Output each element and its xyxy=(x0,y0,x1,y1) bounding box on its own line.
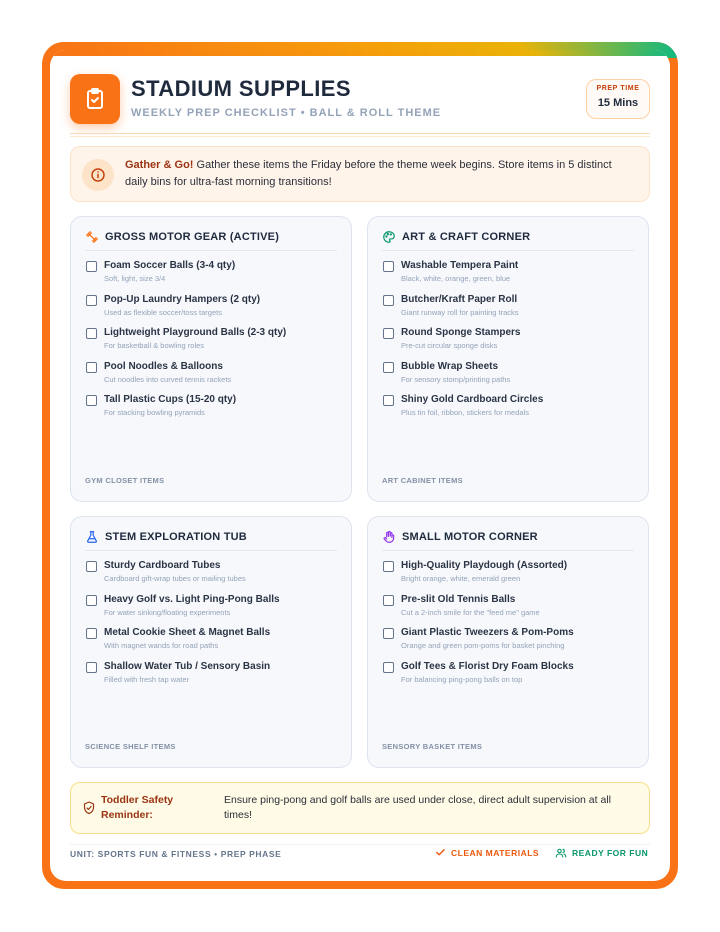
check-icon xyxy=(435,847,446,858)
checklist-item xyxy=(382,293,636,327)
item-name: Giant Plastic Tweezers & Pom-Poms xyxy=(401,627,574,639)
sheet-accent-line xyxy=(50,50,670,56)
page-subtitle: WEEKLY PREP CHECKLIST • BALL & ROLL THEME xyxy=(131,107,442,119)
checkbox[interactable] xyxy=(86,662,97,673)
item-name: High-Quality Playdough (Assorted) xyxy=(401,560,568,571)
hand-icon xyxy=(382,530,396,544)
card-title: SMALL MOTOR CORNER xyxy=(402,531,538,543)
item-desc: Giant runway roll for painting tracks xyxy=(401,307,519,317)
clipboard-logo xyxy=(70,74,120,124)
item-desc: For stacking bowling pyramids xyxy=(104,408,205,418)
checklist-item xyxy=(382,660,636,694)
checkbox[interactable] xyxy=(86,261,97,272)
notice-body: Gather these items the Friday before the theme week begins. Store items in 5 distinct daily bins for ultra-fast morning transitions! xyxy=(125,159,612,188)
checkbox[interactable] xyxy=(86,362,97,373)
checkbox[interactable] xyxy=(86,395,97,406)
item-desc: Used as flexible soccer/toss targets xyxy=(104,307,222,317)
card-header xyxy=(382,229,634,251)
checklist-item xyxy=(85,360,339,394)
page-frame xyxy=(42,42,678,889)
flask-icon xyxy=(85,530,99,544)
checkbox[interactable] xyxy=(86,595,97,606)
checkbox[interactable] xyxy=(86,295,97,306)
item-desc: Plus tin foil, ribbon, stickers for medals xyxy=(401,408,529,418)
card-header xyxy=(85,229,337,251)
safety-text: Ensure ping-pong and golf balls are used under close, direct adult supervision at all times! xyxy=(224,794,611,821)
checklist-items xyxy=(85,559,339,693)
checklist-item xyxy=(382,393,636,427)
unit-label: UNIT: SPORTS FUN & FITNESS • PREP PHASE xyxy=(70,849,282,859)
palette-icon xyxy=(382,230,396,244)
item-desc: Soft, light, size 3/4 xyxy=(104,274,166,283)
card-footer: ART CABINET ITEMS xyxy=(382,476,463,485)
card-footer: GYM CLOSET ITEMS xyxy=(85,476,165,485)
checklist-item xyxy=(85,326,339,360)
checkbox[interactable] xyxy=(383,362,394,373)
card-title: STEM EXPLORATION TUB xyxy=(105,531,247,543)
card-header xyxy=(85,529,337,551)
safety-reminder xyxy=(70,782,650,834)
item-desc: For water sinking/floating experiments xyxy=(104,607,231,617)
item-desc: For sensory stomp/printing paths xyxy=(401,374,511,384)
item-desc: Orange and green pom-poms for basket pinching xyxy=(401,641,565,651)
header-divider-secondary xyxy=(70,136,650,137)
info-icon-wrap xyxy=(82,159,114,191)
info-icon xyxy=(90,167,106,183)
checkbox[interactable] xyxy=(383,595,394,606)
badge-label: CLEAN MATERIALS xyxy=(451,847,540,858)
card-title: ART & CRAFT CORNER xyxy=(402,231,531,243)
checklist-item xyxy=(85,393,339,427)
checkbox[interactable] xyxy=(383,561,394,572)
item-desc: For basketball & bowling roles xyxy=(104,341,205,351)
item-desc: For balancing ping-pong balls on top xyxy=(401,674,523,684)
checklist-items xyxy=(382,259,636,427)
card-footer: SCIENCE SHELF ITEMS xyxy=(85,742,176,751)
checklist-items xyxy=(85,259,339,427)
badge-label: READY FOR FUN xyxy=(572,848,649,858)
notice-text xyxy=(125,157,629,191)
item-name: Metal Cookie Sheet & Magnet Balls xyxy=(104,627,271,639)
item-desc: Cut a 2-inch smile for the "feed me" game xyxy=(401,607,540,617)
card-stem xyxy=(70,516,352,768)
checkbox[interactable] xyxy=(86,561,97,572)
prep-time-badge xyxy=(586,79,650,119)
prep-time-label: PREP TIME xyxy=(596,85,640,92)
item-name: Pop-Up Laundry Hampers (2 qty) xyxy=(104,293,261,305)
item-name: Lightweight Playground Balls (2-3 qty) xyxy=(104,327,287,339)
notice-lead: Gather & Go! xyxy=(125,159,194,171)
card-gross-motor xyxy=(70,216,352,502)
checklist-item xyxy=(382,326,636,360)
item-name: Pool Noodles & Balloons xyxy=(104,360,223,372)
card-title: GROSS MOTOR GEAR (ACTIVE) xyxy=(105,231,280,243)
checklist-item xyxy=(85,559,339,593)
item-desc: With magnet wands for road paths xyxy=(104,641,219,651)
footer-divider xyxy=(70,844,650,845)
item-name: Round Sponge Stampers xyxy=(401,327,521,339)
item-name: Shallow Water Tub / Sensory Basin xyxy=(104,660,271,672)
checklist-item xyxy=(85,626,339,660)
item-name: Heavy Golf vs. Light Ping-Pong Balls xyxy=(104,593,280,605)
item-desc: Black, white, orange, green, blue xyxy=(401,274,511,283)
item-name: Golf Tees & Florist Dry Foam Blocks xyxy=(401,660,574,672)
header-divider xyxy=(70,133,650,134)
checklist-item xyxy=(85,259,339,293)
shield-check-icon xyxy=(83,801,95,820)
item-desc: Bright orange, white, emerald green xyxy=(401,574,521,583)
card-footer: SENSORY BASKET ITEMS xyxy=(382,742,483,751)
gather-notice xyxy=(70,146,650,202)
card-small-motor xyxy=(367,516,649,768)
checklist-item xyxy=(85,660,339,694)
checklist-item xyxy=(382,559,636,593)
item-name: Foam Soccer Balls (3-4 qty) xyxy=(104,260,236,271)
prep-time-value: 15 Mins xyxy=(597,97,639,109)
card-art-craft xyxy=(367,216,649,502)
checkbox[interactable] xyxy=(383,295,394,306)
checkbox[interactable] xyxy=(86,628,97,639)
item-name: Shiny Gold Cardboard Circles xyxy=(401,394,544,406)
item-name: Butcher/Kraft Paper Roll xyxy=(401,293,518,305)
checklist-item xyxy=(382,626,636,660)
clipboard-check-icon xyxy=(83,87,107,111)
item-name: Tall Plastic Cups (15-20 qty) xyxy=(104,394,237,406)
checkbox[interactable] xyxy=(383,395,394,406)
dumbbell-icon xyxy=(85,230,99,244)
ready-for-fun-badge xyxy=(555,847,648,859)
users-icon xyxy=(555,847,567,859)
item-desc: Cut noodles into curved tennis rackets xyxy=(104,374,232,384)
checkbox[interactable] xyxy=(383,328,394,339)
item-desc: Cardboard gift-wrap tubes or mailing tubes xyxy=(104,574,246,583)
safety-title: Toddler Safety Reminder: xyxy=(101,794,174,821)
item-name: Bubble Wrap Sheets xyxy=(401,360,499,372)
checkbox[interactable] xyxy=(383,662,394,673)
checklist-item xyxy=(382,593,636,627)
page-title: STADIUM SUPPLIES xyxy=(131,76,351,101)
checkbox[interactable] xyxy=(86,328,97,339)
checkbox[interactable] xyxy=(383,628,394,639)
checkbox[interactable] xyxy=(383,261,394,272)
clean-materials-badge xyxy=(435,847,539,858)
item-desc: Pre-cut circular sponge disks xyxy=(401,341,498,351)
checklist-item xyxy=(382,259,636,293)
item-name: Sturdy Cardboard Tubes xyxy=(104,560,221,571)
checklist-items xyxy=(382,559,636,693)
item-desc: Filled with fresh tap water xyxy=(104,674,190,684)
checklist-item xyxy=(85,293,339,327)
item-name: Washable Tempera Paint xyxy=(401,260,519,271)
checklist-sheet xyxy=(50,50,670,881)
checklist-item xyxy=(85,593,339,627)
item-name: Pre-slit Old Tennis Balls xyxy=(401,593,516,605)
checklist-item xyxy=(382,360,636,394)
card-header xyxy=(382,529,634,551)
